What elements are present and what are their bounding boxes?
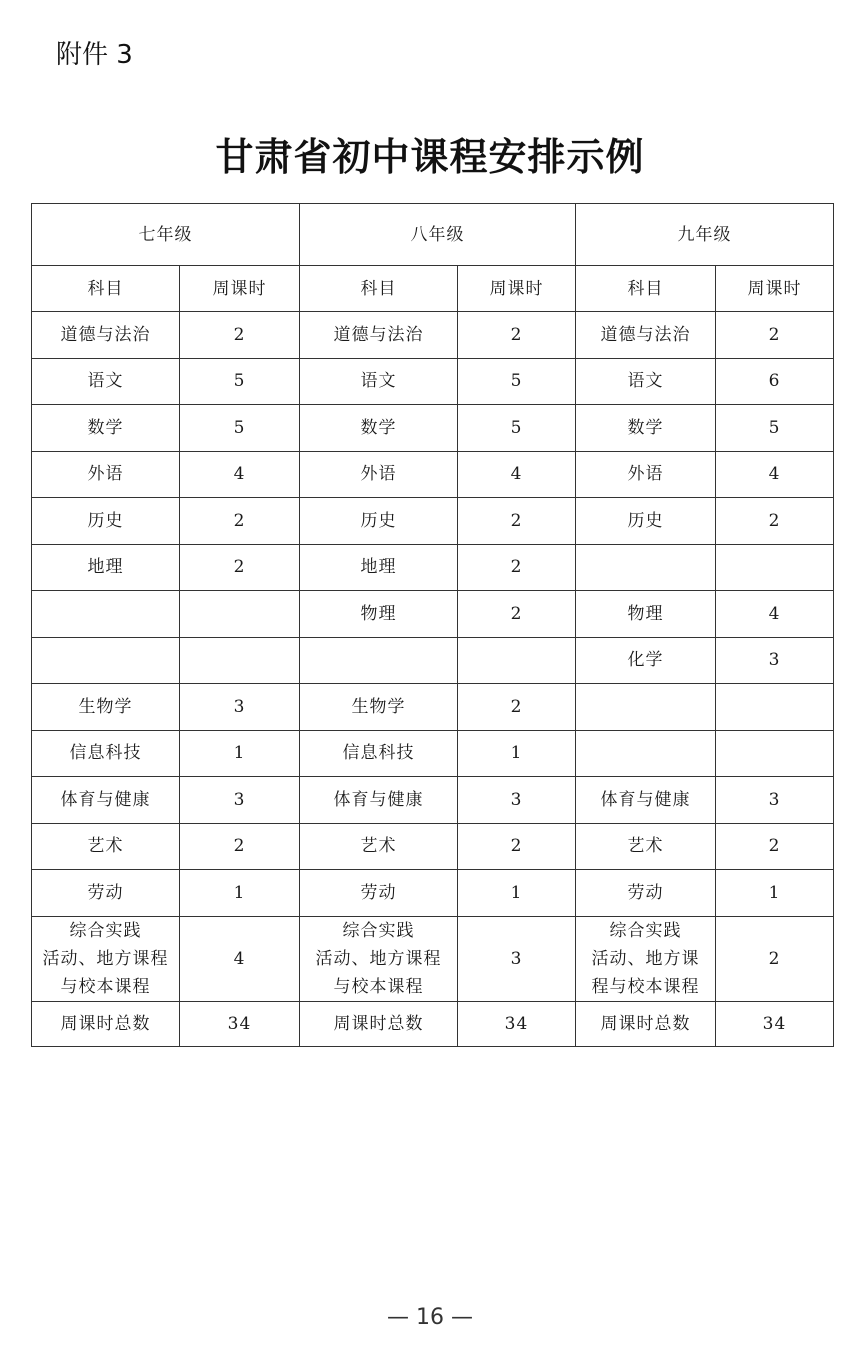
subject-cell: 体育与健康 — [576, 777, 716, 824]
subject-line: 活动、地方课程 — [42, 948, 169, 969]
hours-cell: 4 — [716, 591, 834, 638]
subject-cell: 道德与法治 — [32, 312, 180, 359]
subject-cell: 信息科技 — [300, 730, 458, 777]
total-hours-cell: 34 — [180, 1001, 300, 1046]
hours-cell: 2 — [180, 823, 300, 870]
hours-cell: 3 — [180, 777, 300, 824]
hours-cell: 5 — [458, 405, 576, 452]
table-row — [32, 777, 834, 824]
subject-cell: 外语 — [300, 451, 458, 498]
hours-header: 周课时 — [180, 266, 300, 312]
page-number: — 16 — — [387, 1305, 473, 1330]
hours-cell: 6 — [716, 358, 834, 405]
subject-header: 科目 — [576, 266, 716, 312]
page-title: 甘肃省初中课程安排示例 — [215, 135, 645, 179]
hours-cell: 4 — [716, 451, 834, 498]
subject-cell: 语文 — [300, 358, 458, 405]
total-hours-cell: 34 — [716, 1001, 834, 1046]
hours-cell: 2 — [458, 823, 576, 870]
subject-cell: 化学 — [576, 637, 716, 684]
hours-cell: 3 — [716, 777, 834, 824]
subject-line: 综合实践 — [69, 920, 142, 941]
attachment-label: 附件 3 — [56, 40, 133, 70]
table-row — [32, 312, 834, 359]
subject-line: 活动、地方课程 — [315, 948, 442, 969]
hours-cell: 2 — [458, 312, 576, 359]
table-row-total — [32, 1001, 834, 1046]
subject-cell: 艺术 — [576, 823, 716, 870]
subject-line: 活动、地方课 — [591, 948, 700, 969]
subject-cell — [32, 637, 180, 684]
subject-cell — [576, 544, 716, 591]
table-row — [32, 870, 834, 917]
subject-cell: 数学 — [32, 405, 180, 452]
subject-cell: 外语 — [32, 451, 180, 498]
subject-cell — [32, 591, 180, 638]
column-header-row — [32, 266, 834, 312]
hours-cell: 2 — [180, 498, 300, 545]
subject-line: 综合实践 — [342, 920, 415, 941]
table-row — [32, 591, 834, 638]
hours-cell: 2 — [716, 498, 834, 545]
subject-cell: 劳动 — [32, 870, 180, 917]
hours-cell: 1 — [180, 870, 300, 917]
hours-cell: 2 — [180, 312, 300, 359]
hours-cell — [458, 637, 576, 684]
table-row — [32, 498, 834, 545]
subject-cell: 体育与健康 — [300, 777, 458, 824]
subject-cell: 历史 — [576, 498, 716, 545]
hours-cell: 1 — [180, 730, 300, 777]
subject-line: 与校本课程 — [333, 976, 424, 997]
subject-cell: 历史 — [32, 498, 180, 545]
hours-cell: 4 — [180, 451, 300, 498]
hours-cell: 5 — [716, 405, 834, 452]
hours-cell: 5 — [458, 358, 576, 405]
total-label-cell: 周课时总数 — [32, 1001, 180, 1046]
subject-cell: 外语 — [576, 451, 716, 498]
subject-cell: 物理 — [576, 591, 716, 638]
hours-cell: 2 — [716, 823, 834, 870]
table-row — [32, 544, 834, 591]
subject-cell: 语文 — [32, 358, 180, 405]
subject-cell — [576, 916, 716, 1001]
hours-cell: 3 — [458, 777, 576, 824]
subject-cell: 体育与健康 — [32, 777, 180, 824]
table-row — [32, 684, 834, 731]
grade-header-row — [32, 204, 834, 266]
hours-cell: 2 — [458, 684, 576, 731]
hours-cell: 5 — [180, 358, 300, 405]
hours-cell — [716, 544, 834, 591]
hours-cell: 4 — [458, 451, 576, 498]
hours-cell: 2 — [458, 498, 576, 545]
table-row — [32, 637, 834, 684]
subject-cell: 艺术 — [32, 823, 180, 870]
subject-cell — [300, 916, 458, 1001]
subject-cell: 艺术 — [300, 823, 458, 870]
table-row — [32, 358, 834, 405]
hours-cell: 3 — [458, 916, 576, 1001]
subject-cell — [300, 637, 458, 684]
table-row — [32, 823, 834, 870]
subject-line: 与校本课程 — [60, 976, 151, 997]
subject-header: 科目 — [32, 266, 180, 312]
subject-cell: 信息科技 — [32, 730, 180, 777]
grade-9-header: 九年级 — [576, 204, 834, 266]
subject-cell: 语文 — [576, 358, 716, 405]
table-row-practice — [32, 916, 834, 1001]
grade-7-header: 七年级 — [32, 204, 300, 266]
table-row — [32, 730, 834, 777]
subject-cell: 生物学 — [300, 684, 458, 731]
subject-line: 程与校本课程 — [591, 976, 700, 997]
total-label-cell: 周课时总数 — [576, 1001, 716, 1046]
grade-8-header: 八年级 — [300, 204, 576, 266]
subject-cell: 劳动 — [576, 870, 716, 917]
subject-cell: 历史 — [300, 498, 458, 545]
hours-cell: 3 — [180, 684, 300, 731]
hours-cell: 2 — [716, 312, 834, 359]
hours-cell: 2 — [458, 591, 576, 638]
hours-cell: 5 — [180, 405, 300, 452]
hours-cell: 1 — [716, 870, 834, 917]
hours-cell — [716, 684, 834, 731]
subject-cell: 道德与法治 — [300, 312, 458, 359]
table-row — [32, 451, 834, 498]
hours-cell — [180, 591, 300, 638]
subject-cell: 数学 — [300, 405, 458, 452]
hours-cell: 4 — [180, 916, 300, 1001]
total-label-cell: 周课时总数 — [300, 1001, 458, 1046]
subject-cell: 物理 — [300, 591, 458, 638]
hours-cell: 2 — [716, 916, 834, 1001]
hours-cell — [180, 637, 300, 684]
subject-cell: 生物学 — [32, 684, 180, 731]
subject-cell — [576, 684, 716, 731]
hours-cell: 3 — [716, 637, 834, 684]
hours-cell: 1 — [458, 870, 576, 917]
total-hours-cell: 34 — [458, 1001, 576, 1046]
table-row — [32, 405, 834, 452]
subject-cell: 道德与法治 — [576, 312, 716, 359]
course-schedule-table — [31, 203, 834, 1047]
hours-cell: 2 — [180, 544, 300, 591]
subject-header: 科目 — [300, 266, 458, 312]
subject-line: 综合实践 — [609, 920, 682, 941]
hours-cell: 1 — [458, 730, 576, 777]
subject-cell — [32, 916, 180, 1001]
hours-header: 周课时 — [458, 266, 576, 312]
subject-cell — [576, 730, 716, 777]
subject-cell: 劳动 — [300, 870, 458, 917]
subject-cell: 地理 — [300, 544, 458, 591]
hours-header: 周课时 — [716, 266, 834, 312]
hours-cell: 2 — [458, 544, 576, 591]
subject-cell: 地理 — [32, 544, 180, 591]
hours-cell — [716, 730, 834, 777]
subject-cell: 数学 — [576, 405, 716, 452]
